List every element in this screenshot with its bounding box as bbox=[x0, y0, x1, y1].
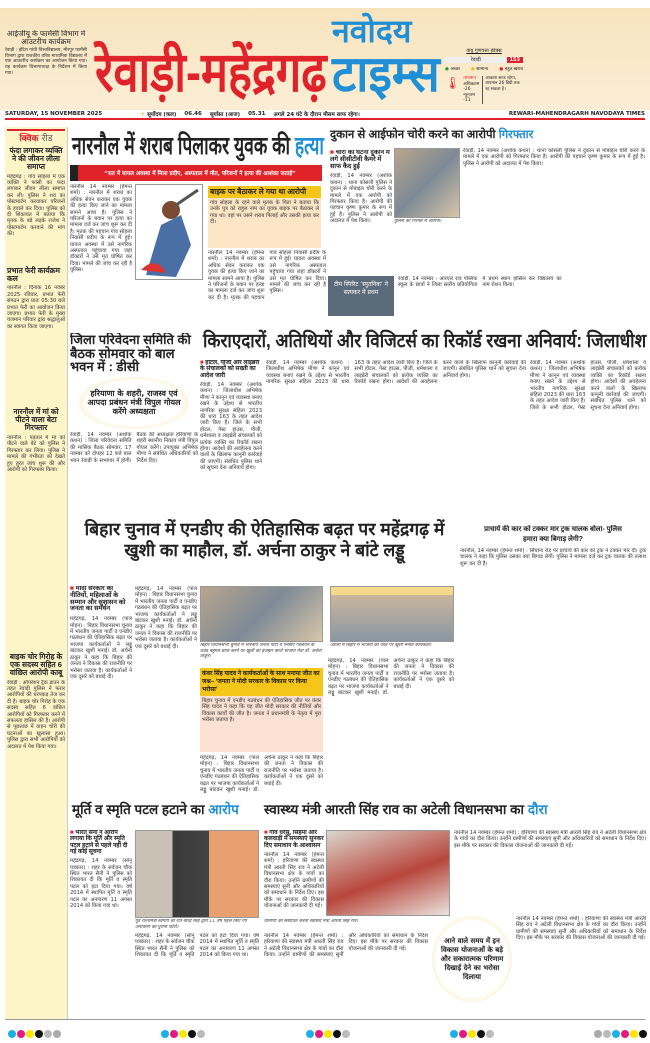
health-text-cont: नारनौल 14 नवम्बर (हेमन्त शर्मा) : हरियाणा की स्वास्थ्य मंत्री आरती सिंह राव ने अटेली विधानसभा क्षेत्र के गांवों का दौरा किया। उन्होंने ग्रामीणों की समस्याएं सुनीं और अधिकारियों को समाधान के निर्देश दिए। इस मौके पर सरकार की विकास योजनाओं की जानकारी दी गई। bbox=[264, 933, 428, 959]
aqi-legend-moderate: ● सामान्य bbox=[470, 67, 489, 72]
lead-text: नारनौल 14 नवम्बर (हेमन्त शर्मा) : नारनौल में शराब का अधिक सेवन कराकर एक युवक की हत्या किए जाने का मामला सामने आया है। पुलिस ने परिजनों के बयान पर हत्या का मामला दर्ज कर जांच शुरू कर दी है। मृतक की पहचान गांव सोहला निवासी प्रदीप के रूप में हुई। घायल अवस्था में उसे नागरिक अस्पताल पहुंचाया गया जहां डॉक्टरों ने उसे मृत घोषित कर दिया। मामले की जांच कर रही है पुलिस। bbox=[70, 184, 132, 274]
health-text-right2: नारनौल 14 नवम्बर (हेमन्त शर्मा) : हरियाणा की स्वास्थ्य मंत्री आरती सिंह राव ने अटेली विधानसभा क्षेत्र के गांवों का दौरा किया। उन्होंने ग्रामीणों की समस्याएं सुनीं और अधिकारियों को समाधान के निर्देश दिए। इस मौके पर सरकार की विकास योजनाओं की जानकारी दी गई। bbox=[516, 916, 646, 942]
statue-column bbox=[70, 830, 132, 1018]
tenants-headline: किराएदारों, अतिथियों और विजिटर्स का रिकॉर्ड रखना अनिवार्य: जिलाधीश bbox=[203, 331, 647, 352]
color-swatches bbox=[306, 1023, 351, 1042]
bihar-text-3: महेंद्रगढ़, 14 नवम्बर (पाल मोहन) : बिहार विधानसभा चुनाव में भारतीय जनता पार्टी व एनडीए गठबंधन की ऐतिहासिक बढ़त पर भाजपा कार्यकर्ताओं ने लड्डू बांटकर खुशी मनाई। डॉ. अर्चना ठाकुर ने कहा कि बिहार की जनता ने विकास की राजनीति पर भरोसा जताया है। कार्यकर्ताओं ने एक दूसरे को बधाई दी। bbox=[200, 755, 323, 794]
quick-read-label: क्विक रीड bbox=[7, 129, 65, 144]
grievance-column bbox=[70, 333, 198, 516]
sunset-time: 05.31 bbox=[248, 111, 266, 117]
aqi-value: 153 bbox=[507, 57, 523, 63]
grievance-text: रेवाड़ी, 14 नवम्बर (अशोक कथन) : जिला परिवेदना समिति की मासिक बैठक सोमवार, 17 नवम्बर को दोपहर 12 बजे बाल भवन रेवाड़ी के सभागार में होगी। बैठक की अध्यक्षता हरियाणा के शहरी स्थानीय निकाय मंत्री विपुल गोयल करेंगे। उपायुक्त अभिषेक मीणा ने संबंधित अधिकारियों को निर्देश दिए। bbox=[70, 431, 198, 464]
quick-read-sidebar bbox=[5, 127, 68, 1020]
bihar-photo-b bbox=[330, 586, 454, 642]
tenants-column bbox=[200, 360, 262, 515]
sidebar-headline: फंदा लगाकर व्यक्ति ने की जीवन लीला समाप्त bbox=[9, 146, 63, 171]
health-subhead: ■ गांव धरसूं, सिहमा और कलवाड़ी में समस्याएं सुनकर दिए समाधान के आश्वासन bbox=[264, 830, 324, 849]
sidebar-headline: प्रभात फेरी कार्यक्रम कल bbox=[7, 265, 61, 283]
temp-min: न्यूनतम -11 bbox=[463, 92, 475, 103]
tenants-subhead: ■ होटल, पीजी और लाइब्रेरी के संचालकों को सख्ती का आदेश जारी bbox=[200, 360, 262, 379]
masthead bbox=[0, 8, 650, 110]
sun-icon: ☀ सूर्योदय (कल) bbox=[140, 112, 177, 118]
promo-text: रेवाड़ी : इंदिरा गांधी विश्वविद्यालय, मीरपुर फार्मेसी विभाग द्वारा राजकीय वरिष्ठ माध्यमिक विद्यालय में एक आउटरीच कार्यक्रम का आयोजन किया गया। यह कार्यक्रम विभागाध्यक्ष के निर्देशन में किया गया। bbox=[5, 47, 87, 76]
iphone-headline: दुकान से आईफोन चोरी करने का आरोपी गिरफ्तार bbox=[330, 129, 534, 141]
weather-note: आकाश साफ रहेगा, तापमान 26 डिग्री तक रह सकता है। bbox=[482, 76, 523, 104]
date: SATURDAY, 15 NOVEMBER 2025 bbox=[5, 111, 103, 117]
health-column bbox=[264, 830, 324, 916]
arrest-caption: पुलिस की गिरफ्त में आरोपी। bbox=[394, 219, 442, 224]
lead-headline: नारनौल में शराब पिलाकर युवक की हत्या bbox=[72, 132, 324, 160]
health-text: नारनौल 14 नवम्बर (हेमन्त शर्मा) : हरियाणा की स्वास्थ्य मंत्री आरती सिंह राव ने अटेली विधानसभा क्षेत्र के गांवों का दौरा किया। उन्होंने ग्रामीणों की समस्याएं सुनीं और अधिकारियों को समाधान के निर्देश दिए। इस मौके पर सरकार की विकास योजनाओं की जानकारी दी गई। bbox=[264, 851, 324, 910]
sidebar-text: नारनौल : पड़तल में मां को पीटने वाले बेटे को पुलिस ने गिरफ्तार कर लिया। पुलिस ने मामले की गंभीरता को देखते हुए तुरंत जांच शुरू की और आरोपी को गिरफ्तार किया। bbox=[7, 435, 65, 474]
bihar-caption-b: अटेली में बिहार में भाजपा की जीत पर खुशी मनाते कार्यकर्ता। bbox=[330, 643, 432, 648]
aqi-label: वायु गुणवत्ता इंडेक्स bbox=[466, 48, 502, 54]
temp-label: तापमान bbox=[463, 76, 476, 81]
bihar-text: महेंद्रगढ़, 14 नवम्बर (पाल मोहन) : बिहार विधानसभा चुनाव में भारतीय जनता पार्टी व एनडीए गठबंधन की ऐतिहासिक बढ़त पर भाजपा कार्यकर्ताओं ने लड्डू बांटकर खुशी मनाई। डॉ. अर्चना ठाकुर ने कहा कि बिहार की जनता ने विकास की राजनीति पर भरोसा जताया है। कार्यकर्ताओं ने एक दूसरे को बधाई दी। bbox=[70, 616, 132, 680]
lead-text-cont: नारनौल 14 नवम्बर (हेमन्त शर्मा) : नारनौल में शराब का अधिक सेवन कराकर एक युवक की हत्या किए जाने का मामला सामने आया है। पुलिस ने परिजनों के बयान पर हत्या का मामला दर्ज कर जांच शुरू कर दी है। मृतक की पहचान गांव सोहला निवासी प्रदीप के रूप में हुई। घायल अवस्था में उसे नागरिक अस्पताल पहुंचाया गया जहां डॉक्टरों ने उसे मृत घोषित कर दिया। मामले की जांच कर रही है पुलिस। bbox=[208, 250, 326, 301]
team-spirit-label: टीम स्पिरिट ‘स्पुतनिक’ ने सत्यकर में प्रथम bbox=[328, 276, 394, 316]
principal-text: नारनौल, 14 नवम्बर (हेमन्त शर्मा) : सिंघाना रोड पर प्राचार्य की कार को ट्रक ने टक्कर मार दी। ट्रक चालक ने कहा कि पुलिस उसका क्या बिगाड़ लेगी। पुलिस ने मामला दर्ज कर ट्रक चालक की तलाश शुरू कर दी है। bbox=[460, 548, 646, 567]
color-swatches bbox=[8, 1023, 62, 1042]
iphone-text-cont: रेवाड़ी, 14 नवम्बर (अशोक कथन) : थाना कोसली पुलिस ने दुकान से मोबाइल चोरी करने के मामले में एक आरोपी को गिरफ्तार किया है। आरोपी की पहचान कृष्ण कुमार के रूप में हुई है। पुलिस ने आरोपी को अदालत में पेश किया। bbox=[463, 148, 645, 167]
lead-box-headline: बाइक पर बैठाकर ले गया था आरोपी bbox=[208, 186, 321, 198]
statue-subhead: ■ भारत सैनी ने आरोप लगाया कि मूर्ति और स्मृति पटल हटाने से पहले नहीं दी गई कोई सूचना bbox=[70, 830, 132, 855]
aqi-widget bbox=[445, 48, 523, 104]
temp-max: अधिकतम -26 bbox=[463, 81, 480, 92]
iphone-text: रेवाड़ी, 14 नवम्बर (अशोक कथन) : थाना कोसली पुलिस ने दुकान से मोबाइल चोरी करने के मामले में एक आरोपी को गिरफ्तार किया है। आरोपी की पहचान कृष्ण कुमार के रूप में हुई है। पुलिस ने आरोपी को अदालत में पेश किया। bbox=[330, 173, 392, 225]
bihar-photo-a bbox=[200, 586, 323, 642]
color-swatches bbox=[594, 1023, 648, 1042]
iphone-subhead: ■ चोरी की घटना दुकान में लगे सीसीटीवी कैमरे में साफ कैद हुई bbox=[330, 150, 392, 170]
bihar-box-text: बिहार चुनाव में एनडीए गठबंधन की ऐतिहासिक जीत पर कंवर सिंह यादव ने कहा कि यह जीत मोदी सरकार की नीतियों और विकास कार्यों की जीत है। जनता ने प्रधानमंत्री के नेतृत्व में पूरा भरोसा जताया है। bbox=[202, 698, 321, 724]
principal-headline: प्राचार्य की कार को टक्कर मार ट्रक चालक बोला- पुलिस हमारा क्या बिगाड़ लेगी? bbox=[484, 526, 622, 543]
bihar-box-headline: कंवर सिंह यादव ने कार्यकर्ताओं के साथ मनाया जीत का जश्न– ‘जनता ने मोदी सरकार के विकास पर किया भरोसा’ bbox=[200, 668, 323, 696]
thermometer-icon: 🌡 bbox=[445, 76, 461, 90]
title-red: रेवाड़ी-महेंद्रगढ़ bbox=[95, 41, 327, 103]
health-photo bbox=[326, 830, 450, 916]
lead-box bbox=[208, 186, 321, 248]
health-headline: स्वास्थ्य मंत्री आरती सिंह राव का अटेली विधानसभा का दौरा bbox=[264, 802, 548, 817]
statue-text: महेंद्रगढ़, 14 नवम्बर (सोनू पत्रकार) : शहर के सर्वजन चौक स्थित भारत सैनी ने पुलिस को शिकायत दी कि मूर्ति व स्मृति पटल को हटा दिया गया। वर्ष 2014 में स्थापित मूर्ति व स्मृति पटल का अनावरण 11 अगस्त 2014 को किया गया था। bbox=[70, 858, 132, 910]
bihar-subhead: ■ मोदी सरकार की नीतियों, महिलाओं के सम्मान और सुशासन को जनता का समर्थन bbox=[70, 586, 132, 613]
tenants-text-cont2: रेवाड़ी, 14 नवम्बर (अशोक कथन) : जिलाधीश अभिषेक मीणा ने कानून एवं व्यवस्था बनाए रखने के उद्देश्य से भारतीय नागरिक सुरक्षा संहिता 2023 की धारा 163 के तहत आदेश जारी किए हैं। जिले के सभी होटल, गेस्ट हाउस, पीजी, धर्मशाला व लाइब्रेरी संचालकों को प्रत्येक व्यक्ति का रिकॉर्ड रखना होगा। आदेशों की अवहेलना करने वालों के खिलाफ कानूनी कार्रवाई की जाएगी। संबंधित पुलिस थाने को सूचना देना अनिवार्य होगा। bbox=[530, 360, 646, 411]
color-swatches bbox=[450, 1023, 495, 1042]
grievance-quote: हरियाणा के शहरी, राजस्व एवं आपदा प्रबंधन मंत्री विपुल गोयल करेंगे अध्यक्षता bbox=[79, 377, 189, 429]
aqi-legend-bad: ● बहुत खराब bbox=[499, 67, 523, 72]
promo-box bbox=[5, 30, 87, 77]
sidebar-headline: नारनौल में मां को पीटने वाला बेटा गिरफ्तार bbox=[13, 407, 59, 433]
sidebar-text: महेंद्रगढ़ : गांव सोहला में एक व्यक्ति ने फांसी का फंदा लगाकर जीवन लीला समाप्त कर ली। पुलिस ने शव का पोस्टमार्टम करवाकर परिजनों के हवाले कर दिया। पुलिस को दी शिकायत में बताया कि मृतक के बड़े लड़के राजेश ने पोस्टमार्टम करवाने की मांग की। bbox=[7, 173, 65, 238]
color-swatches bbox=[161, 1023, 206, 1042]
aqi-city: रेवाड़ी bbox=[445, 57, 507, 63]
crime-illustration bbox=[135, 184, 203, 280]
arrest-photo bbox=[394, 148, 460, 218]
sidebar-headline: बाइक चोर गिरोह के एक सदस्य सहित 6 वांछित आरोपी काबू bbox=[9, 652, 63, 677]
lead-box-text: गांव सोहला के रहने वाले मृतक के पिता ने बताया कि उनके पुत्र को राहुल नाम का युवक बाइक पर बैठाकर ले गया था। वहां पर उसने शराब पिलाई और उसकी हत्या कर दी। bbox=[210, 199, 319, 226]
title-blue-top: नवोदय bbox=[332, 13, 412, 49]
lead-quote-banner: “रात में घायल अवस्था में मिला प्रदीप, अस्पताल में मौत, परिजनों ने हत्या की आशंका जताई” bbox=[70, 165, 322, 181]
bihar-box bbox=[200, 668, 323, 752]
sidebar-text: रेवाड़ी : ऑपरेशन ट्रैक डाउन के तहत रेवाड़ी पुलिस ने फरार आरोपियों की धरपकड़ तेज कर दी है। बाइक चोर गिरोह के एक सदस्य सहित 6 वांछित आरोपियों को गिरफ्तार करने में सफलता हासिल की है। आरोपी से पूछताछ में वाहन चोरी की घटनाओं का खुलासा हुआ। पुलिस द्वारा सभी आरोपियों को अदालत में पेश किया गया। bbox=[7, 679, 65, 750]
bihar-headline: बिहार चुनाव में एनडीए की ऐतिहासिक बढ़त पर महेंद्रगढ़ में खुशी का माहौल, डॉ. अर्चना ठाकुर ने बांटे लड्डू bbox=[84, 519, 445, 560]
sunrise-time: 06.46 bbox=[184, 111, 202, 117]
principal-column bbox=[460, 525, 646, 803]
sunset-label: सूर्यास्त (आज) bbox=[209, 112, 241, 118]
promo-headline: आईजीयू के फार्मेसी विभाग में आउटरीच कार्यक्रम bbox=[6, 30, 86, 46]
bihar-column bbox=[70, 586, 132, 805]
grievance-headline: जिला परिवेदना समिति की बैठक सोमवार को बाल भवन में : डीसी bbox=[70, 333, 191, 375]
color-registration-strip bbox=[8, 1023, 648, 1042]
statue-caption: पूर्व राज्यमंत्री स्वर्गीय श्री राव बीरेंद्र सिंह द्वारा 11 वर्ष पहले किए गए अनावरण का पुराना फोटो। bbox=[135, 919, 247, 930]
bihar-caption-a: बिहार विधानसभा चुनाव में भारतीय जनता पार्टी व एनडीए गठबंधन के प्रचंड बहुमत प्राप्त करने पर खुशी का इजहार करते भाजपा नेता डॉ. अर्चना ठाकुर। bbox=[200, 643, 322, 660]
paper-name: REWARI-MAHENDRAGARH NAVODAYA TIMES bbox=[508, 111, 645, 117]
bihar-text-2: महेंद्रगढ़, 14 नवम्बर (पाल मोहन) : बिहार विधानसभा चुनाव में भारतीय जनता पार्टी व एनडीए गठबंधन की ऐतिहासिक बढ़त पर भाजपा कार्यकर्ताओं ने लड्डू बांटकर खुशी मनाई। डॉ. अर्चना ठाकुर ने कहा कि बिहार की जनता ने विकास की राजनीति पर भरोसा जताया है। कार्यकर्ताओं ने एक दूसरे को बधाई दी। bbox=[135, 586, 197, 650]
sidebar-text: नारनौल : दिनांक 16 नवंबर 2025 रविवार, प्रभात फेरी संगठन द्वारा प्रातः 05:30 बजे प्रभात फेरी का आयोजन किया जाएगा। प्रभात फेरी के मुख्य यजमान परिवार द्वारा श्रद्धालुओं का स्वागत किया जाएगा। bbox=[7, 285, 65, 330]
dateline bbox=[5, 110, 645, 120]
health-text-right: नारनौल 14 नवम्बर (हेमन्त शर्मा) : हरियाणा की स्वास्थ्य मंत्री आरती सिंह राव ने अटेली विधानसभा क्षेत्र के गांवों का दौरा किया। उन्होंने ग्रामीणों की समस्याएं सुनीं और अधिकारियों को समाधान के निर्देश दिए। इस मौके पर सरकार की विकास योजनाओं की जानकारी दी गई। bbox=[454, 830, 646, 849]
bihar-text-4: महेंद्रगढ़, 14 नवम्बर (पाल मोहन) : बिहार विधानसभा चुनाव में भारतीय जनता पार्टी व एनडीए गठबंधन की ऐतिहासिक बढ़त पर भाजपा कार्यकर्ताओं ने लड्डू बांटकर खुशी मनाई। डॉ. अर्चना ठाकुर ने कहा कि बिहार की जनता ने विकास की राजनीति पर भरोसा जताया है। कार्यकर्ताओं ने एक दूसरे को बधाई दी। bbox=[328, 658, 454, 697]
forecast: अगले 24 घंटे के दौरान मौसम साफ रहेगा। bbox=[273, 112, 360, 118]
trim-line bbox=[5, 1019, 645, 1020]
health-caption: ग्रामीणों को संबोधित करती स्वास्थ्य मंत्री आरती सिंह राव। bbox=[264, 919, 359, 924]
tenants-text: रेवाड़ी, 14 नवम्बर (अशोक कथन) : जिलाधीश अभिषेक मीणा ने कानून एवं व्यवस्था बनाए रखने के उद्देश्य से भारतीय नागरिक सुरक्षा संहिता 2023 की धारा 163 के तहत आदेश जारी किए हैं। जिले के सभी होटल, गेस्ट हाउस, पीजी, धर्मशाला व लाइब्रेरी संचालकों को प्रत्येक व्यक्ति का रिकॉर्ड रखना होगा। आदेशों की अवहेलना करने वालों के खिलाफ कानूनी कार्रवाई की जाएगी। संबंधित पुलिस थाने को सूचना देना अनिवार्य होगा। bbox=[200, 381, 262, 472]
health-quote: आने वाले समय में इन विकास योजनाओं के बड़े और सकारात्मक परिणाम दिखाई देने का भरोसा दिलाया bbox=[432, 916, 512, 1002]
statue-headline: मूर्ति व स्मृति पटल हटाने का आरोप bbox=[72, 802, 239, 817]
statue-text-cont: महेंद्रगढ़, 14 नवम्बर (सोनू पत्रकार) : शहर के सर्वजन चौक स्थित भारत सैनी ने पुलिस को शिकायत दी कि मूर्ति व स्मृति पटल को हटा दिया गया। वर्ष 2014 में स्थापित मूर्ति व स्मृति पटल का अनावरण 11 अगस्त 2014 को किया गया था। bbox=[135, 933, 259, 959]
statue-photo bbox=[135, 830, 259, 918]
iphone-column bbox=[330, 150, 392, 273]
team-spirit-text: रेवाड़ी, 14 नवम्बर : आरएल राव पब्लिक स्कूल के छात्रों ने जिला स्तरीय प्रतियोगिता में प्रथम स्थान हासिल कर विद्यालय का नाम रोशन किया। bbox=[398, 276, 562, 289]
aqi-legend-good: ● अच्छा bbox=[445, 67, 460, 72]
title-blue-bottom: टाइम्स bbox=[332, 46, 440, 102]
tenants-text-cont: रेवाड़ी, 14 नवम्बर (अशोक कथन) : जिलाधीश अभिषेक मीणा ने कानून एवं व्यवस्था बनाए रखने के उद्देश्य से भारतीय नागरिक सुरक्षा संहिता 2023 की धारा 163 के तहत आदेश जारी किए हैं। जिले के सभी होटल, गेस्ट हाउस, पीजी, धर्मशाला व लाइब्रेरी संचालकों को प्रत्येक व्यक्ति का रिकॉर्ड रखना होगा। आदेशों की अवहेलना करने वालों के खिलाफ कानूनी कार्रवाई की जाएगी। संबंधित पुलिस थाने को सूचना देना अनिवार्य होगा। bbox=[266, 360, 526, 386]
